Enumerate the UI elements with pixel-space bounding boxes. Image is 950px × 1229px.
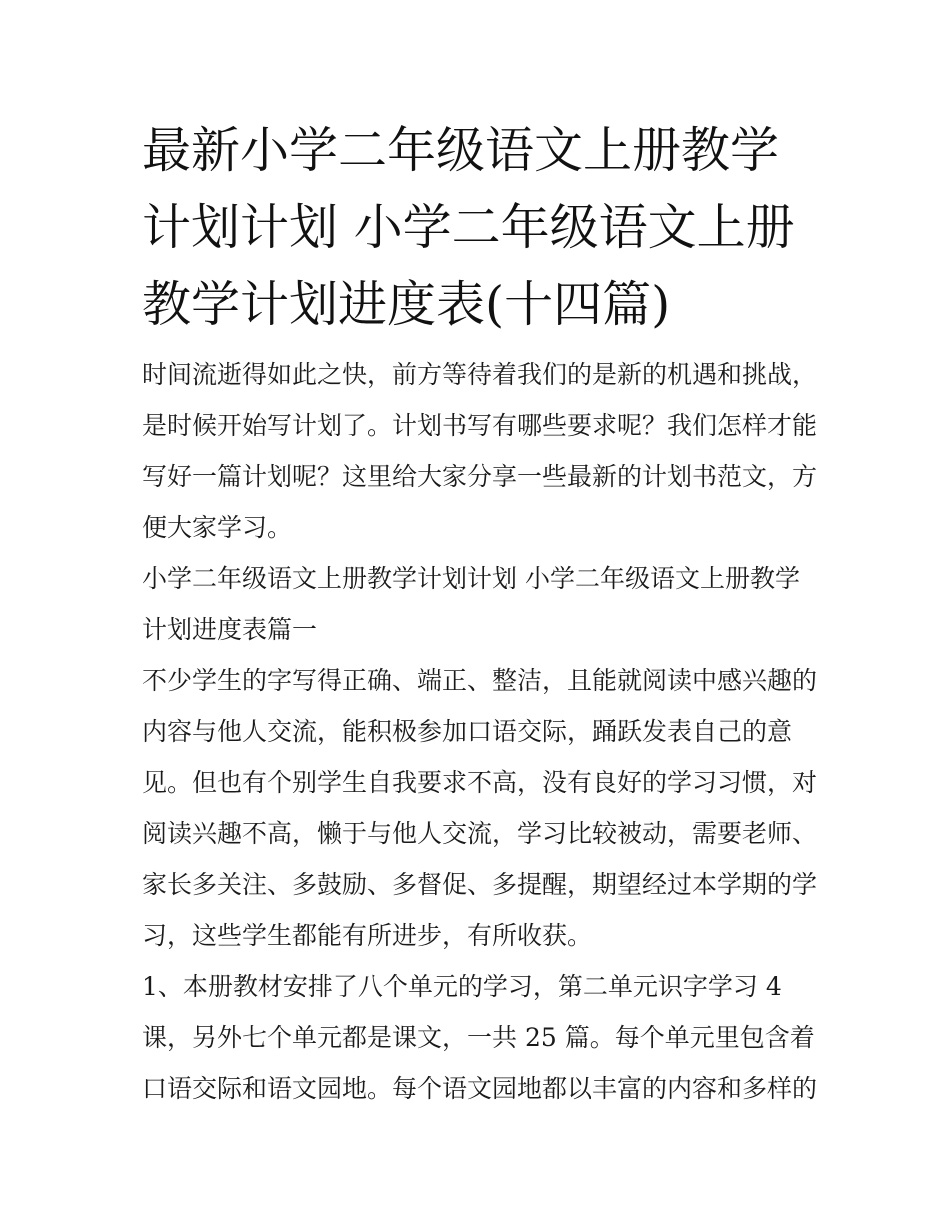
text-line: 不少学生的字写得正确、端正、整洁，且能就阅读中感兴趣的 [142,666,818,695]
text-line: 便大家学习。 [142,513,293,542]
title-line: 最新小学二年级语文上册教学 [142,122,780,179]
numbered-paragraph [142,961,818,1114]
text-line: 习，这些学生都能有所进步，有所收获。 [142,921,593,950]
text-line: 计划进度表篇一 [142,615,318,644]
document-body [142,112,818,1114]
text-line: 家长多关注、多鼓励、多督促、多提醒，期望经过本学期的学 [142,870,818,899]
text-line: 写好一篇计划呢？这里给大家分享一些最新的计划书范文，方 [142,462,818,491]
text-line: 见。但也有个别学生自我要求不高，没有良好的学习习惯，对 [142,768,818,797]
text-line: 课，另外七个单元都是课文，一共 25 篇。每个单元里包含着 [142,1023,815,1052]
text-line: 口语交际和语文园地。每个语文园地都以丰富的内容和多样的 [142,1074,818,1103]
text-line: 1、本册教材安排了八个单元的学习，第二单元识字学习 4 [142,972,782,1001]
title-line: 教学计划进度表(十四篇) [142,276,671,333]
text-line: 时间流逝得如此之快，前方等待着我们的是新的机遇和挑战， [142,360,818,389]
document-title [142,112,814,343]
title-line: 计划计划 小学二年级语文上册 [142,199,795,256]
text-line: 小学二年级语文上册教学计划计划 小学二年级语文上册教学 [142,564,800,593]
body-paragraph [142,655,818,961]
section-heading [142,553,814,655]
intro-paragraph [142,349,818,553]
text-line: 内容与他人交流，能积极参加口语交际，踊跃发表自己的意 [142,717,793,746]
text-line: 是时候开始写计划了。计划书写有哪些要求呢？我们怎样才能 [142,411,818,440]
text-line: 阅读兴趣不高，懒于与他人交流，学习比较被动，需要老师、 [142,819,818,848]
